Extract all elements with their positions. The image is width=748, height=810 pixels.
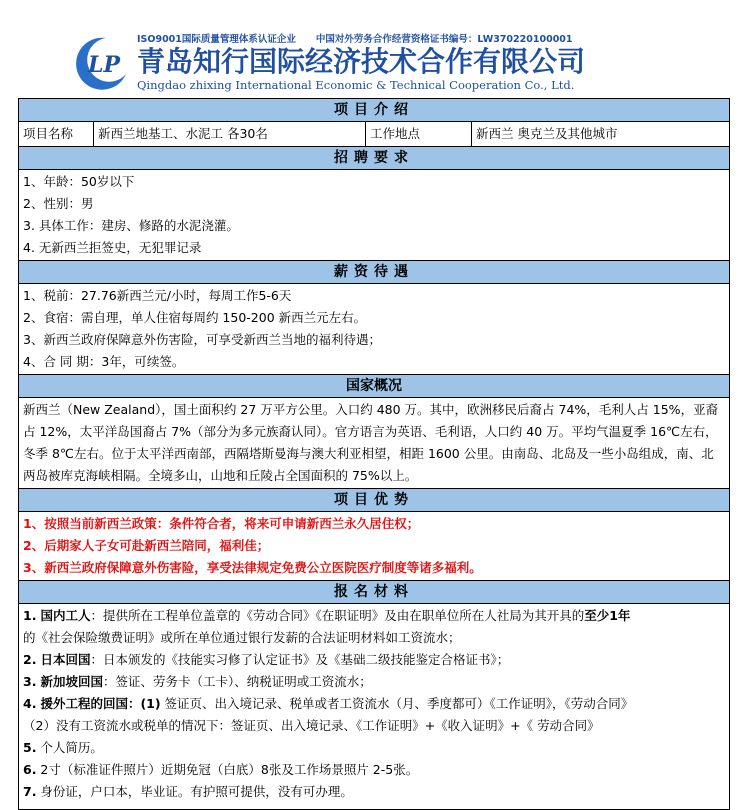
section-advantages: 项目优势 [19,489,729,512]
list-item: 1、年龄：50岁以下 [23,174,135,189]
list-item: 4. 援外工程的回国：(1) 签证页、出入境记录、税单或者工资流水（月、季度都可）《工作证明》，《劳动合同》 [23,696,634,711]
project-name-label: 项目名称 [19,122,94,146]
list-item: 1. 国内工人：提供所在工程单位盖章的《劳动合同》《在职证明》及由在职单位所在人社局为其开具的至少1年 [23,608,631,623]
section-project-intro: 项目介绍 [19,99,729,122]
project-info-row [19,122,729,147]
company-logo-icon [72,34,128,90]
list-item: 4、合 同 期：3年，可续签。 [23,354,185,369]
svg-text:LP: LP [88,52,121,78]
advantages-list [19,512,729,581]
section-requirements: 招聘要求 [19,147,729,170]
project-name-value: 新西兰地基工、水泥工 各30名 [94,122,366,146]
list-item: 6. 2寸（标准证件照片）近期免冠（白底）8张及工作场景照片 2-5张。 [23,762,419,777]
list-item: 2、性别：男 [23,196,94,211]
list-item: 3. 新加坡回国：签证、劳务卡（工卡）、纳税证明或工资流水； [23,674,372,689]
iso-text: ISO9001国际质量管理体系认证企业 [137,34,296,45]
list-item: 3、新西兰政府保障意外伤害险，可享受新西兰当地的福利待遇； [23,332,381,347]
company-name-cn: 青岛知行国际经济技术合作有限公司 [137,45,586,78]
list-item-continued: （2）没有工资流水或税单的情况下：签证页、出入境记录、《工作证明》+《收入证明》+《 劳动合同》 [23,718,600,733]
list-item: 2. 日本回国：日本颁发的《技能实习修了认定证书》及《基础二级技能鉴定合格证书》； [23,652,510,667]
country-overview [19,398,729,489]
list-item: 7. 身份证，户口本，毕业证。有护照可提供，没有可办理。 [23,784,353,799]
section-country: 国家概况 [19,375,729,398]
list-item: 1、按照当前新西兰政策：条件符合者，将来可申请新西兰永久居住权； [23,516,420,531]
company-name-en: Qingdao zhixing International Economic & Technical Cooperation Co., Ltd. [137,78,575,92]
recruitment-table [18,98,730,810]
list-item: 3、新西兰政府保障意外伤害险，享受法律规定免费公立医院医疗制度等诸多福利。 [23,560,482,575]
salary-list [19,284,729,375]
list-item: 4. 无新西兰拒签史，无犯罪记录 [23,240,202,255]
list-item-continued: 的《社会保险缴费证明》或所在单位通过银行发薪的合法证明材料如工资流水； [23,630,461,645]
location-label: 工作地点 [366,122,472,146]
section-materials: 报名材料 [19,581,729,604]
license-text: 中国对外劳务合作经营资格证书编号：LW370220100001 [315,34,573,45]
company-header [0,0,748,98]
list-item: 2、后期家人子女可赴新西兰陪同，福利佳； [23,538,270,553]
company-header-text [137,34,732,93]
materials-list [19,604,729,810]
requirements-list [19,170,729,261]
list-item: 3. 具体工作：建房、修路的水泥浇灌。 [23,218,239,233]
list-item: 1、税前：27.76新西兰元/小时，每周工作5-6天 [23,288,292,303]
location-value: 新西兰 奥克兰及其他城市 [476,126,618,141]
list-item: 2、食宿：需自理，单人住宿每周约 150-200 新西兰元左右。 [23,310,367,325]
list-item: 5. 个人简历。 [23,740,103,755]
country-text: 新西兰（New Zealand），国土面积约 27 万平方公里。入口约 480 万。其中，欧洲移民后裔占 74%，毛利人占 15%，亚裔占 12%，太平洋岛国裔占 7%（部分为多元族裔认同）。官方语言为英语、毛利语，人口约 40 万。平均气温夏季 16℃左右，冬季 8℃左右。位于太平洋西南部，西隔塔斯曼海与澳大利亚相望，相距 1600 公里。由南岛、北岛及一些小岛组成，南、北两岛被库克海峡相隔。全境多山，山地和丘陵占全国面积的 75%以上。 [23,402,719,483]
section-salary: 薪资待遇 [19,261,729,284]
